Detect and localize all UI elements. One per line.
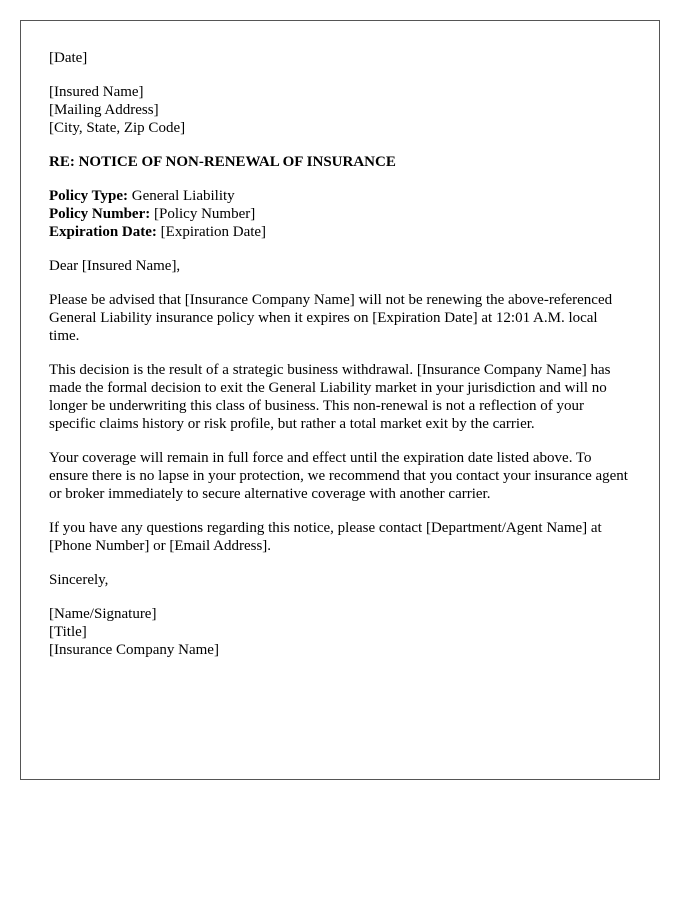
signature-block (49, 605, 631, 659)
expiration-date-label: Expiration Date: (49, 224, 157, 240)
date-line (49, 49, 631, 67)
salutation: Dear [Insured Name], (49, 258, 181, 274)
subject-line: RE: NOTICE OF NON-RENEWAL OF INSURANCE (49, 154, 396, 170)
expiration-date-row (49, 223, 631, 241)
recipient-mailing-address: [Mailing Address] (49, 102, 159, 118)
letter-page (20, 20, 660, 780)
recipient-name: [Insured Name] (49, 84, 144, 100)
expiration-date-value: [Expiration Date] (160, 224, 267, 240)
policy-number-label: Policy Number: (49, 206, 151, 222)
policy-type-label: Policy Type: (49, 188, 129, 204)
signature-company: [Insurance Company Name] (49, 642, 219, 658)
signature-title: [Title] (49, 624, 87, 640)
closing: Sincerely, (49, 572, 109, 588)
body-paragraph-coverage: Your coverage will remain in full force and effect until the expiration date listed above. To ensure there is no lapse in your protection, we recommend that you contact your insurance agent or broker immediately to secure alternative coverage with another carrier. (49, 450, 628, 502)
recipient-address-block (49, 83, 631, 137)
body-paragraph-contact: If you have any questions regarding this notice, please contact [Department/Agent Name] at [Phone Number] or [Email Address]. (49, 520, 602, 554)
recipient-city-state-zip: [City, State, Zip Code] (49, 120, 186, 136)
policy-details-block (49, 187, 631, 241)
policy-number-value: [Policy Number] (153, 206, 256, 222)
policy-type-row (49, 187, 631, 205)
body-paragraph-reason: This decision is the result of a strategic business withdrawal. [Insurance Company Name] has made the formal decision to exit the General Liability market in your jurisdiction and will no longer be underwriting this class of business. This non-renewal is not a reflection of your specific claims history or risk profile, but rather a total market exit by the carrier. (49, 362, 611, 432)
policy-type-value: General Liability (131, 188, 235, 204)
signature-name: [Name/Signature] (49, 606, 157, 622)
policy-number-row (49, 205, 631, 223)
body-paragraph-nonrenewal: Please be advised that [Insurance Company Name] will not be renewing the above-referenced General Liability insurance policy when it expires on [Expiration Date] at 12:01 A.M. local time. (49, 292, 613, 344)
date-text: [Date] (49, 50, 88, 66)
